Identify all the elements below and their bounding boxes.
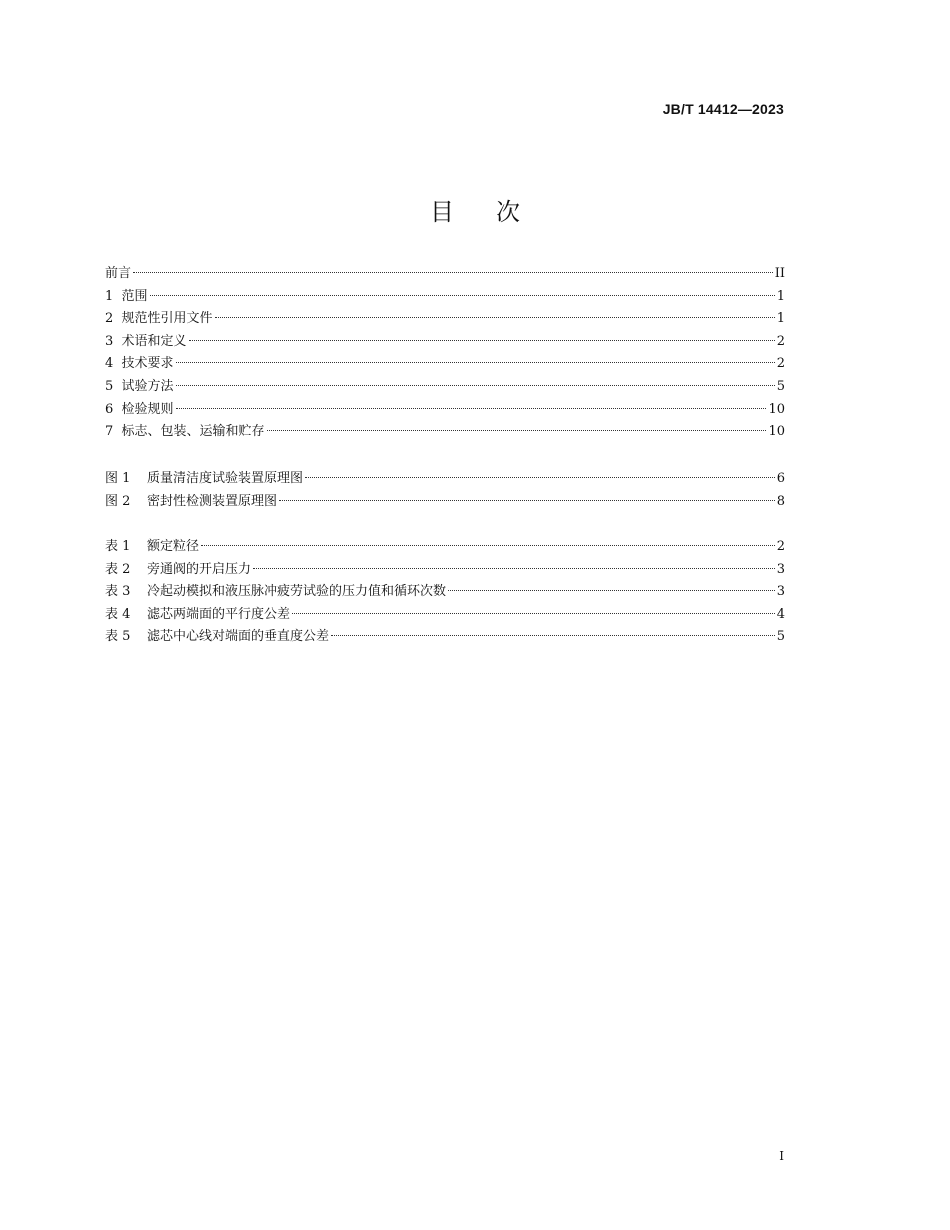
toc-entry[interactable]: 6 检验规则 10 [105,399,785,422]
dot-leader [305,477,775,478]
toc-entry[interactable]: 7 标志、包装、运输和贮存 10 [105,421,785,444]
dot-leader [448,590,775,591]
toc-entry-page: 2 [776,333,785,349]
dot-leader [189,340,775,341]
toc-entry-page: II [774,266,785,281]
toc-entry-page: 1 [776,311,785,327]
toc-entry-page: 3 [776,584,785,600]
toc-entry-label: 术语和定义 [121,333,187,349]
toc-entry-page: 10 [768,424,785,440]
toc-sections [105,263,785,444]
toc-entry-label: 技术要求 [121,356,174,372]
toc-entry-page: 2 [776,356,785,372]
page-title [0,192,950,227]
toc-entry-page: 1 [776,288,785,304]
toc-figures [105,468,785,513]
dot-leader [150,295,775,296]
dot-leader [176,385,775,386]
dot-leader [176,408,767,409]
toc-entry[interactable]: 3 术语和定义 2 [105,331,785,354]
dot-leader [201,545,775,546]
title-char-2: 次 [496,198,520,226]
toc-figure-entry[interactable]: 图 1 质量清洁度试验装置原理图 6 [105,468,785,491]
dot-leader [267,430,767,431]
toc-entry-label: 旁通阀的开启压力 [146,561,251,577]
toc-entry-page: 8 [776,493,785,509]
toc-entry-label: 范围 [121,288,148,304]
dot-leader [331,635,775,636]
toc-entry[interactable]: 4 技术要求 2 [105,353,785,376]
toc-entry-label: 质量清洁度试验装置原理图 [146,471,303,486]
toc-entry-label: 冷起动模拟和液压脉冲疲劳试验的压力值和循环次数 [146,584,446,600]
toc-entry-page: 3 [776,561,785,577]
toc-entry-label: 前言 [105,266,132,281]
toc-table-entry[interactable]: 表 4 滤芯两端面的平行度公差 4 [105,604,785,627]
toc-table-entry[interactable]: 表 1 额定粒径 2 [105,536,785,559]
toc-entry[interactable]: 1 范围 1 [105,286,785,309]
toc-entry-page: 2 [776,539,785,554]
toc-entry-page: 5 [776,378,785,394]
toc-table-entry[interactable]: 表 3 冷起动模拟和液压脉冲疲劳试验的压力值和循环次数 3 [105,581,785,604]
toc-tables [105,536,785,649]
toc-table-entry[interactable]: 表 5 滤芯中心线对端面的垂直度公差 5 [105,626,785,649]
toc-entry-label: 标志、包装、运输和贮存 [121,424,265,440]
dot-leader [279,500,775,501]
dot-leader [253,568,775,569]
dot-leader [176,362,775,363]
dot-leader [292,613,775,614]
dot-leader [215,317,775,318]
standard-code: JB/T 14412—2023 [662,101,784,117]
toc-figure-entry[interactable]: 图 2 密封性检测装置原理图 8 [105,491,785,514]
toc-entry-page: 6 [776,471,785,486]
toc-entry[interactable]: 2 规范性引用文件 1 [105,308,785,331]
toc-entry-label: 检验规则 [121,401,174,417]
page-number: I [779,1149,784,1163]
dot-leader [133,272,773,273]
toc-entry-label: 试验方法 [121,378,174,394]
toc-entry-page: 5 [776,629,785,645]
toc-entry-label: 滤芯两端面的平行度公差 [146,606,290,622]
toc-table-entry[interactable]: 表 2 旁通阀的开启压力 3 [105,559,785,582]
toc-entry-page: 10 [768,401,785,417]
toc-entry-page: 4 [776,606,785,622]
toc-entry-label: 密封性检测装置原理图 [146,493,277,509]
toc-entry[interactable]: 5 试验方法 5 [105,376,785,399]
title-char-1: 目 [430,198,454,226]
toc-entry[interactable] [105,263,785,286]
toc-entry-label: 滤芯中心线对端面的垂直度公差 [146,629,329,645]
toc-entry-label: 额定粒径 [146,539,199,554]
toc-entry-label: 规范性引用文件 [121,311,213,327]
